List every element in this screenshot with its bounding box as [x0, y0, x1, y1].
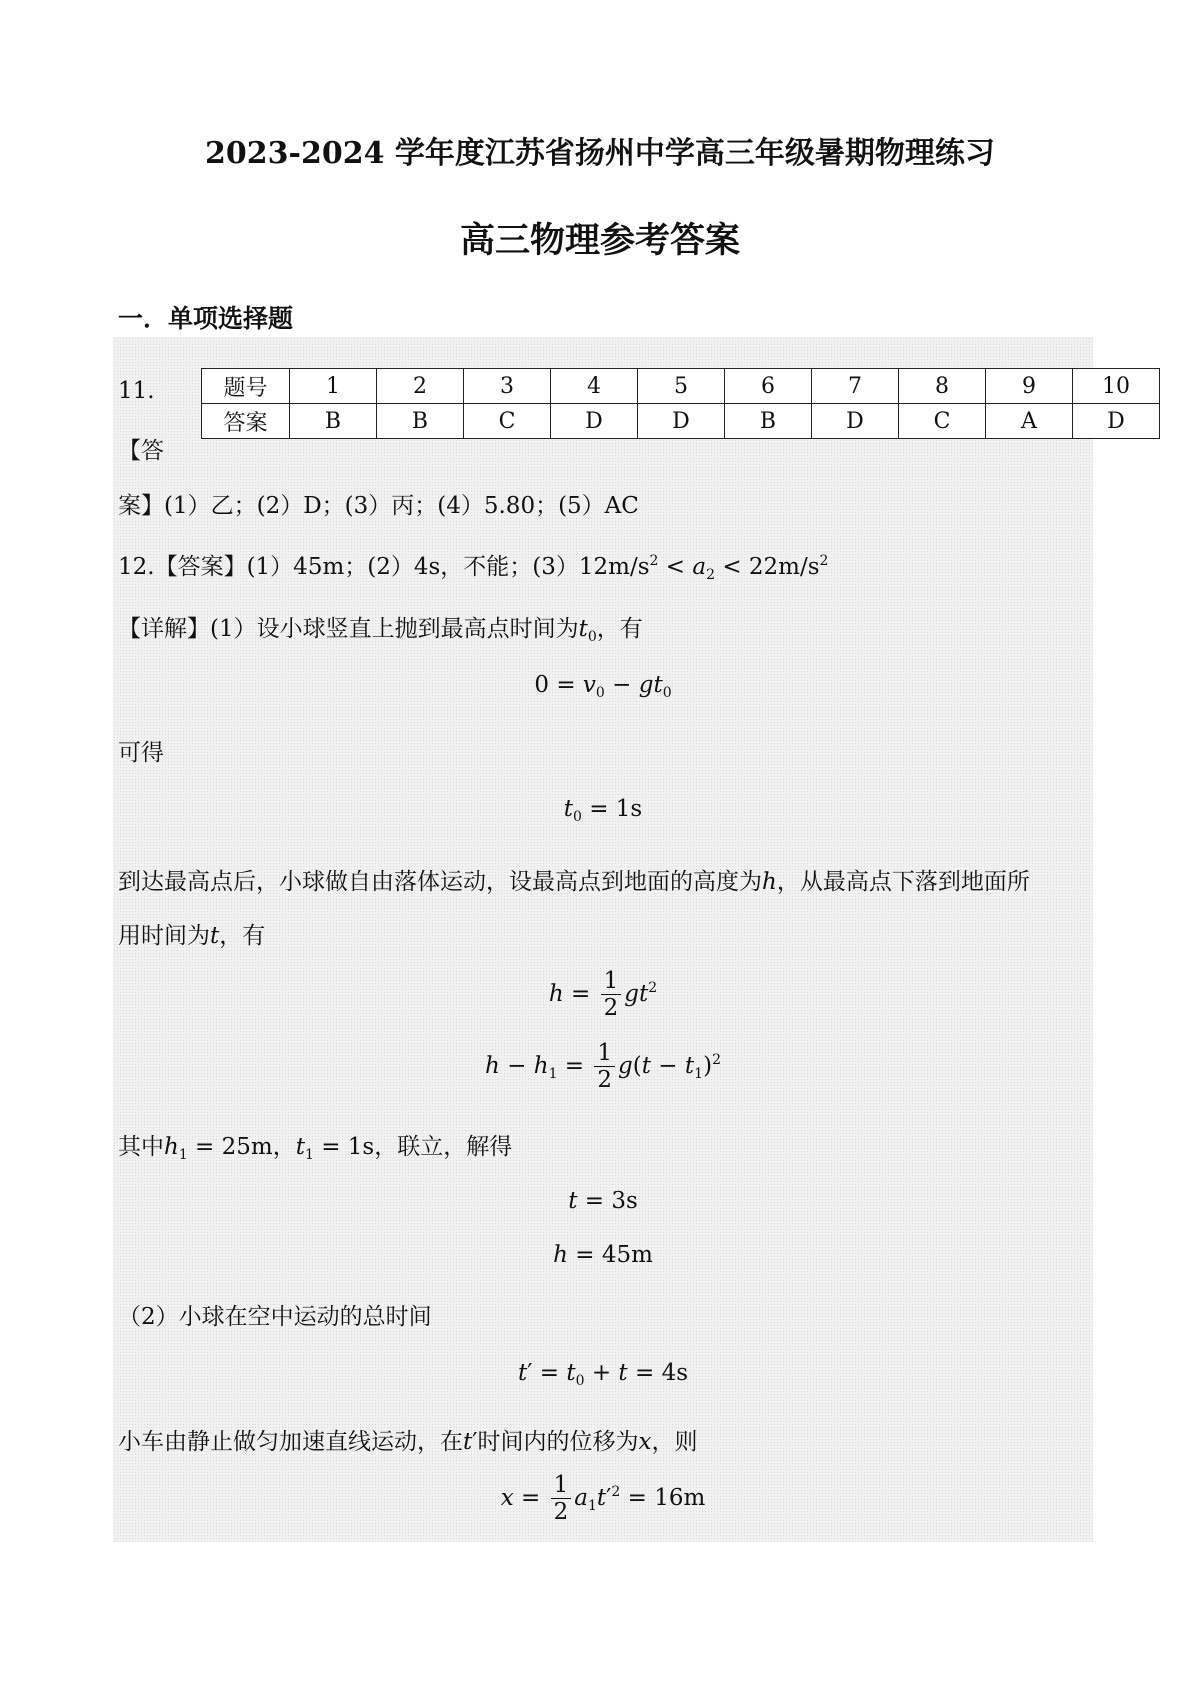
q11-number: 11. [118, 378, 155, 404]
table-cell: A [986, 404, 1073, 439]
equation-t0: $t_0 = 1s$ [563, 796, 643, 825]
table-cell: D [812, 404, 899, 439]
table-cell: 7 [812, 369, 899, 404]
table-cell: B [377, 404, 464, 439]
q12-answer-line: 12.【答案】(1）45m；(2）4s，不能；$(3)12m/s^2 < a_2 < 22m/s^2$ [118, 553, 829, 583]
paragraph-free-fall: 到达最高点后，小球做自由落体运动，设最高点到地面的高度为h，从最高点下落到地面所 [118, 869, 1030, 895]
table-cell: 1 [290, 369, 377, 404]
table-cell: 4 [551, 369, 638, 404]
table-cell: 3 [464, 369, 551, 404]
equation-top-point: $0 = v_0 - gt_0$ [534, 672, 672, 701]
q12-answer-lead: 12.【答案】(1）45m；(2）4s，不能；(3）12m/s [118, 554, 650, 580]
table-cell: C [899, 404, 986, 439]
document-subtitle: 高三物理参考答案 [459, 220, 740, 261]
table-header-answer: 答案 [202, 404, 290, 439]
text-keyi: 可得 [118, 740, 164, 766]
answer-table [201, 368, 1160, 439]
table-cell: C [464, 404, 551, 439]
equation-h-half-gt2: h = $\frac{1}{2}$ $gt^2$ [548, 968, 658, 1022]
equation-x-16m: x = $\frac{1}{2}$ $a_1t'^2 = 16m$ [500, 1472, 706, 1526]
q11-answer-bracket: 【答 [118, 438, 164, 464]
equation-h-45m: h = 45m [553, 1242, 653, 1268]
table-cell: 8 [899, 369, 986, 404]
table-cell: B [725, 404, 812, 439]
answer-table-container [201, 368, 1160, 439]
table-row-answers [202, 404, 1160, 439]
table-cell: D [638, 404, 725, 439]
section-heading-single-choice: 一．单项选择题 [118, 304, 294, 333]
equation-total-time: $t' = t_0 + t = 4s$ [517, 1360, 689, 1389]
equation-t-3s: t = 3s [568, 1188, 638, 1214]
table-cell: D [1073, 404, 1160, 439]
table-cell: D [551, 404, 638, 439]
document-title: 2023-2024 学年度江苏省扬州中学高三年级暑期物理练习 [205, 136, 995, 171]
given-values-line: 其中$h_1 = 25m$，$t_1 = 1s$，联立，解得 [118, 1134, 513, 1163]
table-cell: B [290, 404, 377, 439]
table-cell: 10 [1073, 369, 1160, 404]
equation-h-minus-h1: $h - h_1$ = $\frac{1}{2}$ $g(t - t_1)^2$ [485, 1040, 721, 1094]
table-cell: 6 [725, 369, 812, 404]
q11-answer-text: 案】(1）乙；(2）D；(3）丙；(4）5.80；(5）AC [118, 493, 639, 519]
table-cell: 5 [638, 369, 725, 404]
table-cell: 2 [377, 369, 464, 404]
part2-heading: （2）小球在空中运动的总时间 [118, 1304, 432, 1330]
table-row-question-numbers [202, 369, 1160, 404]
q12-answer-tail: < 22m/s [715, 554, 820, 580]
table-cell: 9 [986, 369, 1073, 404]
table-header-question-number: 题号 [202, 369, 290, 404]
car-displacement-line: 小车由静止做匀加速直线运动，在t′时间内的位移为x，则 [118, 1429, 698, 1455]
q12-detail-line: 【详解】(1）设小球竖直上抛到最高点时间为$t_0$，有 [118, 616, 643, 645]
paragraph-free-fall-cont: 用时间为t，有 [118, 923, 266, 949]
